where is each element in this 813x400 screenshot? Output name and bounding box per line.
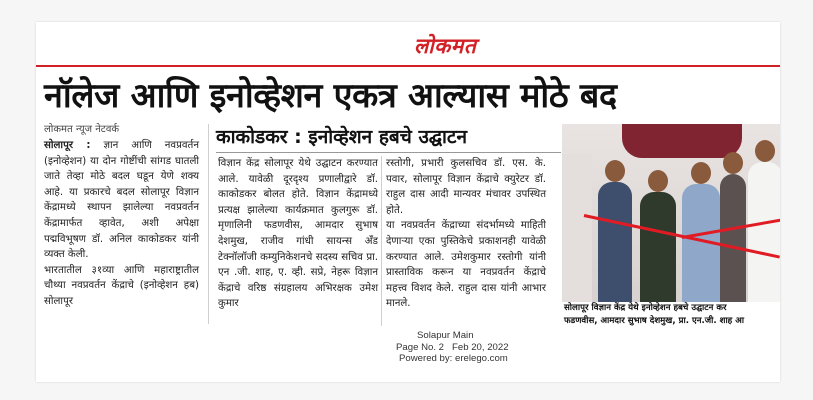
photo-caption-line: सोलापूर विज्ञान केंद्र येथे इनोव्हेशन हबचे उद्घाटन कर [564,303,727,313]
page-date-line [396,342,556,354]
photo-person [720,174,746,302]
headline: नॉलेज आणि इनोव्हेशन एकत्र आल्यास मोठे बद [44,76,617,116]
dateline-city: सोलापूर : [44,140,91,151]
article-column-1 [44,123,199,310]
article-paragraph: विज्ञान केंद्र सोलापूर येथे उद्घाटन करण्यात आले. यावेळी दूरदृश्य प्रणालीद्वारे डॉ. काकोडकर बोलत होते. विज्ञान केंद्रामध्ये प्रत्यक्ष झालेल्या कार्यक्रमात कुलगुरू डॉ. मृणालिनी फडणवीस, आमदार सुभाष देशमुख, राजीव गांधी सायन्स अँड टेक्नॉलॉजी कम्युनिकेशनचे सदस्य सचिव प्रा. एन .जी. शाह, ए. व्ही. सप्रे, नेहरू विज्ञान केंद्राचे वरिष्ठ संग्रहालय अभिरक्षक उमेश कुमार [218,158,378,310]
publication-date: Feb 20, 2022 [452,341,509,353]
photo-caption [562,302,780,336]
column-divider [208,124,209,324]
article-paragraph [44,138,199,263]
article-text: ज्ञान आणि नवप्रवर्तन (इनोव्हेशन) या दोन गोष्टींची सांगड घातली जाते तेव्हा मोठे बदल घडून येणे शक्य आहे. या प्रकारचे बदल सोलापूर विज्ञान केंद्रामध्ये स्थापन झालेल्या नवप्रवर्तन केंद्रामार्फत व्हावेत, अशी अपेक्षा पद्मविभूषण डॉ. अनिल काकोडकर यांनी व्यक्त केली. [44,140,199,261]
article-paragraph: या नवप्रवर्तन केंद्राच्या संदर्भामध्ये माहिती देणाऱ्या एका पुस्तिकेचे प्रकाशनही यावेळी करण्यात आले. उमेशकुमार रस्तोगी यांनी प्रास्ताविक करून या नवप्रवर्तन केंद्राचे महत्त्व विशद केले. राहुल दास यांनी आभार मानले. [386,220,546,310]
photo-person [640,192,676,302]
event-photo [562,124,780,302]
article-column-2 [218,156,378,312]
photo-awning [622,124,742,158]
article-paragraph: भारतातील ३१व्या आणि महाराष्ट्रातील चौथ्या नवप्रवर्तन केंद्राचे (इनोव्हेशन हब) सोलापूर [44,264,199,307]
edition-footer [396,330,556,365]
newspaper-logo: लोकमत [414,33,477,58]
powered-by: Powered by: erelego.com [399,353,508,364]
subheadline-divider [216,152,561,153]
photo-person [598,182,632,302]
edition-name: Solapur Main [417,330,474,341]
byline: लोकमत न्यूज नेटवर्क [44,124,120,135]
column-divider [381,156,382,326]
photo-pillar [562,154,592,302]
photo-person [748,162,780,302]
page-number: Page No. 2 [396,341,445,353]
article-column-3 [386,156,546,312]
masthead-divider [36,65,780,67]
subheadline: काकोडकर : इनोव्हेशन हबचे उद्घाटन [216,126,468,148]
article-paragraph: रस्तोगी, प्रभारी कुलसचिव डॉ. एस. के. पवार, सोलापूर विज्ञान केंद्राचे क्युरेटर डॉ. राहुल दास आदी मान्यवर मंचावर उपस्थित होते. [386,158,546,216]
newspaper-clipping [36,22,780,382]
masthead [36,22,780,67]
photo-caption-line: फडणवीस, आमदार सुभाष देशमुख, प्रा. एन.जी. शाह आ [564,316,745,326]
